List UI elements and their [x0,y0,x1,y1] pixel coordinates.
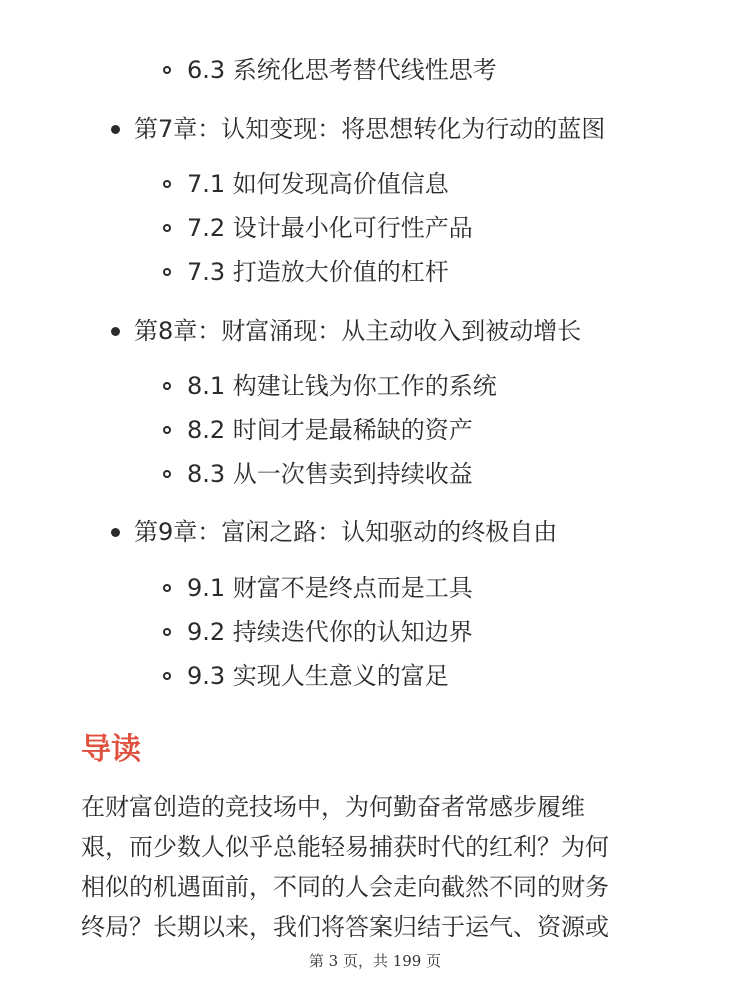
toc-item-text: 7.2 设计最小化可行性产品 [187,214,473,242]
hollow-bullet-icon [163,382,171,390]
toc-item-text: 9.1 财富不是终点而是工具 [187,574,473,602]
hollow-bullet-icon [163,584,171,592]
page-number-footer: 第 3 页，共 199 页 [308,952,442,970]
filled-bullet-icon [111,327,120,336]
toc-item-text: 8.2 时间才是最稀缺的资产 [187,416,473,444]
hollow-bullet-icon [163,268,171,276]
hollow-bullet-icon [163,224,171,232]
toc-item-text: 第7章：认知变现：将思想转化为行动的蓝图 [134,115,606,143]
toc-item-text: 第9章：富闲之路：认知驱动的终极自由 [134,518,558,546]
toc-item-text: 7.3 打造放大价值的杠杆 [187,258,449,286]
intro-paragraph [81,787,681,947]
paragraph-line: 终局？长期以来，我们将答案归结于运气、资源或 [81,913,609,941]
toc-item-text: 第8章：财富涌现：从主动收入到被动增长 [134,317,582,345]
paragraph-line: 相似的机遇面前，不同的人会走向截然不同的财务 [81,873,609,901]
hollow-bullet-icon [163,470,171,478]
section-heading: 导读 [81,732,141,767]
toc-item-text: 7.1 如何发现高价值信息 [187,170,449,198]
hollow-bullet-icon [163,672,171,680]
filled-bullet-icon [111,125,120,134]
hollow-bullet-icon [163,426,171,434]
toc-item-text: 8.1 构建让钱为你工作的系统 [187,372,497,400]
hollow-bullet-icon [163,66,171,74]
filled-bullet-icon [111,528,120,537]
paragraph-line: 艰，而少数人似乎总能轻易捕获时代的红利？为何 [81,833,609,861]
paragraph-line: 在财富创造的竞技场中，为何勤奋者常感步履维 [81,793,585,821]
toc-item-text: 8.3 从一次售卖到持续收益 [187,460,473,488]
toc-item-text: 9.2 持续迭代你的认知边界 [187,618,473,646]
toc-item-text: 9.3 实现人生意义的富足 [187,662,449,690]
toc-item-text: 6.3 系统化思考替代线性思考 [187,56,497,84]
hollow-bullet-icon [163,628,171,636]
hollow-bullet-icon [163,180,171,188]
